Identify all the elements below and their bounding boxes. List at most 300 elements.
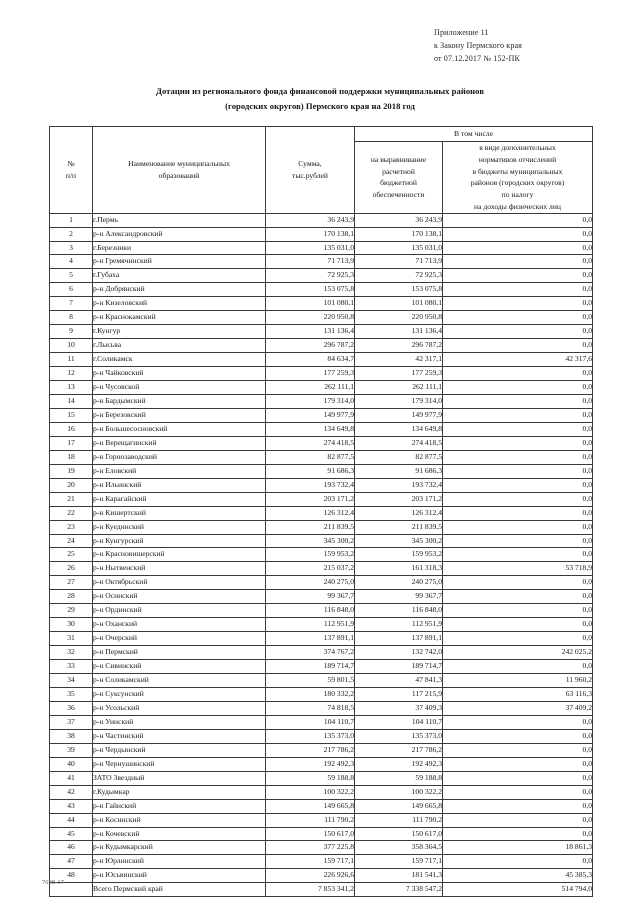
column-header-additional-norms-text: в виде дополнительных нормативов отчислений в бюджеты муниципальных районов (городских округов) по налогу на доходы физических лиц <box>470 143 565 211</box>
cell-municipality-name: р-н Нытвенский <box>93 562 266 576</box>
cell-equalization: 131 136,4 <box>355 325 443 339</box>
cell-equalization: 358 364,5 <box>355 841 443 855</box>
table-row <box>50 869 593 883</box>
cell-number: 9 <box>50 325 93 339</box>
table-row <box>50 255 593 269</box>
cell-municipality-name: р-н Красновишерский <box>93 548 266 562</box>
cell-equalization: 135 031,0 <box>355 241 443 255</box>
column-header-name-line1: Наименование муниципальных <box>128 159 230 169</box>
cell-additional-norms: 242 025,2 <box>443 646 593 660</box>
cell-municipality-name: р-н Октябрьский <box>93 576 266 590</box>
cell-sum: 226 926,6 <box>266 869 355 883</box>
cell-sum: 159 953,2 <box>266 548 355 562</box>
cell-equalization: 135 373,0 <box>355 729 443 743</box>
cell-additional-norms: 0,0 <box>443 799 593 813</box>
cell-municipality-name: р-н Осинский <box>93 590 266 604</box>
cell-additional-norms: 0,0 <box>443 464 593 478</box>
cell-municipality-name: р-н Косинский <box>93 813 266 827</box>
document-reference-block <box>434 26 522 65</box>
cell-equalization: 149 977,9 <box>355 408 443 422</box>
cell-municipality-name: р-н Чернушинский <box>93 757 266 771</box>
cell-additional-norms: 0,0 <box>443 715 593 729</box>
cell-sum: 159 717,1 <box>266 855 355 869</box>
cell-number: 36 <box>50 701 93 715</box>
table-row <box>50 464 593 478</box>
cell-number: 24 <box>50 534 93 548</box>
cell-municipality-name: г.Губаха <box>93 269 266 283</box>
cell-sum: 137 891,1 <box>266 632 355 646</box>
column-header-number-line1: № <box>67 159 75 169</box>
cell-additional-norms: 0,0 <box>443 394 593 408</box>
cell-number: 40 <box>50 757 93 771</box>
cell-number: 8 <box>50 311 93 325</box>
cell-sum: 217 786,2 <box>266 743 355 757</box>
cell-sum: 74 818,5 <box>266 701 355 715</box>
table-row <box>50 311 593 325</box>
cell-equalization: 189 714,7 <box>355 660 443 674</box>
cell-equalization: 192 492,3 <box>355 757 443 771</box>
cell-sum: 149 665,8 <box>266 799 355 813</box>
cell-number: 11 <box>50 353 93 367</box>
cell-sum: 374 767,2 <box>266 646 355 660</box>
cell-municipality-name: р-н Горнозаводский <box>93 450 266 464</box>
cell-number: 1 <box>50 213 93 227</box>
table-row <box>50 855 593 869</box>
cell-number: 6 <box>50 283 93 297</box>
table-row <box>50 422 593 436</box>
cell-sum: 149 977,9 <box>266 408 355 422</box>
cell-equalization: 240 275,0 <box>355 576 443 590</box>
cell-municipality-name: Всего Пермский край <box>93 883 266 897</box>
cell-sum: 220 950,8 <box>266 311 355 325</box>
table-row <box>50 241 593 255</box>
page-title-line2: (городских округов) Пермского края на 2018 год <box>225 100 415 111</box>
column-header-number <box>50 127 93 214</box>
cell-additional-norms: 0,0 <box>443 269 593 283</box>
table-row <box>50 408 593 422</box>
cell-equalization: 149 665,8 <box>355 799 443 813</box>
cell-sum: 170 138,1 <box>266 227 355 241</box>
table-header-row-top <box>50 127 593 142</box>
cell-equalization: 177 259,3 <box>355 367 443 381</box>
cell-sum: 101 080,1 <box>266 297 355 311</box>
table-row <box>50 353 593 367</box>
cell-sum: 240 275,0 <box>266 576 355 590</box>
table-row <box>50 576 593 590</box>
table-row <box>50 339 593 353</box>
table-row <box>50 701 593 715</box>
cell-sum: 192 492,3 <box>266 757 355 771</box>
table-row <box>50 813 593 827</box>
cell-municipality-name: р-н Сивинский <box>93 660 266 674</box>
subsidies-table <box>49 126 593 897</box>
cell-sum: 179 314,0 <box>266 394 355 408</box>
table-row <box>50 492 593 506</box>
appendix-number: Приложение 11 <box>434 28 489 37</box>
cell-sum: 72 925,3 <box>266 269 355 283</box>
cell-equalization: 117 215,9 <box>355 688 443 702</box>
cell-municipality-name: р-н Краснокамский <box>93 311 266 325</box>
cell-equalization: 104 110,7 <box>355 715 443 729</box>
cell-additional-norms: 0,0 <box>443 757 593 771</box>
cell-equalization: 91 686,3 <box>355 464 443 478</box>
cell-sum: 111 790,2 <box>266 813 355 827</box>
cell-additional-norms: 0,0 <box>443 771 593 785</box>
cell-equalization: 203 171,2 <box>355 492 443 506</box>
cell-equalization: 132 742,0 <box>355 646 443 660</box>
cell-equalization: 217 786,2 <box>355 743 443 757</box>
table-row <box>50 478 593 492</box>
cell-number: 12 <box>50 367 93 381</box>
table-row <box>50 785 593 799</box>
cell-municipality-name: г.Кунгур <box>93 325 266 339</box>
cell-equalization: 116 848,0 <box>355 604 443 618</box>
cell-sum: 153 075,8 <box>266 283 355 297</box>
table-row <box>50 297 593 311</box>
table-row <box>50 227 593 241</box>
table-row <box>50 436 593 450</box>
cell-equalization: 345 300,2 <box>355 534 443 548</box>
cell-number: 35 <box>50 688 93 702</box>
law-reference: к Закону Пермского края <box>434 41 522 51</box>
law-date-number: от 07.12.2017 № 152-ПК <box>434 54 520 64</box>
column-header-equalization-text: на выравнивание расчетной бюджетной обеспеченности <box>370 154 427 200</box>
cell-sum: 177 259,3 <box>266 367 355 381</box>
cell-sum: 262 111,1 <box>266 381 355 395</box>
cell-additional-norms: 0,0 <box>443 548 593 562</box>
cell-additional-norms: 63 116,3 <box>443 688 593 702</box>
cell-municipality-name: р-н Кизеловский <box>93 297 266 311</box>
table-head <box>50 127 593 214</box>
table-row <box>50 534 593 548</box>
table-row <box>50 213 593 227</box>
cell-equalization: 274 418,5 <box>355 436 443 450</box>
cell-municipality-name: р-н Чайковский <box>93 367 266 381</box>
cell-municipality-name: р-н Оханский <box>93 618 266 632</box>
cell-number: 17 <box>50 436 93 450</box>
cell-sum: 91 686,3 <box>266 464 355 478</box>
cell-municipality-name: р-н Кишертский <box>93 506 266 520</box>
cell-additional-norms: 18 861,3 <box>443 841 593 855</box>
table-row <box>50 506 593 520</box>
cell-equalization: 134 649,8 <box>355 422 443 436</box>
cell-equalization: 193 732,4 <box>355 478 443 492</box>
table-row <box>50 562 593 576</box>
cell-additional-norms: 0,0 <box>443 618 593 632</box>
cell-additional-norms: 0,0 <box>443 785 593 799</box>
table-row <box>50 548 593 562</box>
cell-sum: 104 110,7 <box>266 715 355 729</box>
cell-municipality-name: р-н Добрянский <box>93 283 266 297</box>
cell-equalization: 137 891,1 <box>355 632 443 646</box>
cell-sum: 84 634,7 <box>266 353 355 367</box>
cell-equalization: 296 787,2 <box>355 339 443 353</box>
table-row <box>50 520 593 534</box>
cell-additional-norms: 0,0 <box>443 660 593 674</box>
cell-municipality-name: р-н Юсьвинский <box>93 869 266 883</box>
cell-sum: 7 853 341,2 <box>266 883 355 897</box>
cell-municipality-name: р-н Чердынский <box>93 743 266 757</box>
cell-additional-norms: 0,0 <box>443 729 593 743</box>
cell-equalization: 7 338 547,2 <box>355 883 443 897</box>
cell-additional-norms: 0,0 <box>443 590 593 604</box>
cell-additional-norms: 0,0 <box>443 520 593 534</box>
column-header-name-line2: образований <box>158 170 200 180</box>
cell-municipality-name: р-н Кудымкарский <box>93 841 266 855</box>
cell-equalization: 59 188,8 <box>355 771 443 785</box>
page-title <box>0 84 640 114</box>
cell-number: 14 <box>50 394 93 408</box>
cell-municipality-name: р-н Карагайский <box>93 492 266 506</box>
cell-sum: 126 312,4 <box>266 506 355 520</box>
cell-municipality-name: р-н Кочевский <box>93 827 266 841</box>
cell-additional-norms: 53 718,9 <box>443 562 593 576</box>
cell-sum: 59 188,8 <box>266 771 355 785</box>
cell-additional-norms: 0,0 <box>443 436 593 450</box>
table-row <box>50 799 593 813</box>
cell-municipality-name: р-н Гайнский <box>93 799 266 813</box>
table-row <box>50 632 593 646</box>
cell-sum: 211 839,5 <box>266 520 355 534</box>
cell-municipality-name: г.Пермь <box>93 213 266 227</box>
cell-number: 29 <box>50 604 93 618</box>
cell-sum: 180 332,2 <box>266 688 355 702</box>
cell-additional-norms: 0,0 <box>443 297 593 311</box>
cell-number: 32 <box>50 646 93 660</box>
cell-additional-norms: 514 794,0 <box>443 883 593 897</box>
table-row <box>50 283 593 297</box>
cell-equalization: 47 841,3 <box>355 674 443 688</box>
cell-additional-norms: 0,0 <box>443 827 593 841</box>
table-row <box>50 590 593 604</box>
table-row <box>50 841 593 855</box>
table-row <box>50 394 593 408</box>
cell-additional-norms: 0,0 <box>443 743 593 757</box>
cell-number: 25 <box>50 548 93 562</box>
cell-number: 23 <box>50 520 93 534</box>
table-total-row <box>50 883 593 897</box>
table-row <box>50 757 593 771</box>
table-row <box>50 743 593 757</box>
cell-sum: 134 649,8 <box>266 422 355 436</box>
cell-municipality-name: р-н Частинский <box>93 729 266 743</box>
cell-number: 30 <box>50 618 93 632</box>
cell-municipality-name: р-н Александровский <box>93 227 266 241</box>
cell-municipality-name: р-н Бардымский <box>93 394 266 408</box>
table-row <box>50 269 593 283</box>
cell-equalization: 179 314,0 <box>355 394 443 408</box>
cell-number: 2 <box>50 227 93 241</box>
cell-equalization: 111 790,2 <box>355 813 443 827</box>
cell-sum: 135 373,0 <box>266 729 355 743</box>
page-title-line1: Дотации из регионального фонда финансовой поддержки муниципальных районов <box>155 86 485 96</box>
cell-municipality-name: р-н Очерский <box>93 632 266 646</box>
cell-additional-norms: 0,0 <box>443 227 593 241</box>
cell-number: 13 <box>50 381 93 395</box>
cell-number: 3 <box>50 241 93 255</box>
cell-equalization: 99 367,7 <box>355 590 443 604</box>
table-row <box>50 325 593 339</box>
cell-number: 19 <box>50 464 93 478</box>
cell-equalization: 262 111,1 <box>355 381 443 395</box>
cell-sum: 116 848,0 <box>266 604 355 618</box>
cell-additional-norms: 0,0 <box>443 855 593 869</box>
cell-number: 41 <box>50 771 93 785</box>
cell-number: 42 <box>50 785 93 799</box>
cell-municipality-name: р-н Еловский <box>93 464 266 478</box>
cell-sum: 189 714,7 <box>266 660 355 674</box>
cell-number: 20 <box>50 478 93 492</box>
cell-additional-norms: 0,0 <box>443 408 593 422</box>
cell-additional-norms: 0,0 <box>443 632 593 646</box>
table-row <box>50 729 593 743</box>
cell-sum: 203 171,2 <box>266 492 355 506</box>
column-header-sum <box>266 127 355 214</box>
cell-number: 15 <box>50 408 93 422</box>
table-row <box>50 381 593 395</box>
table-row <box>50 688 593 702</box>
cell-additional-norms: 0,0 <box>443 213 593 227</box>
cell-municipality-name: г.Соликамск <box>93 353 266 367</box>
cell-municipality-name: р-н Усольский <box>93 701 266 715</box>
cell-municipality-name: р-н Большесосновский <box>93 422 266 436</box>
cell-number: 5 <box>50 269 93 283</box>
cell-municipality-name: ЗАТО Звездный <box>93 771 266 785</box>
cell-equalization: 211 839,5 <box>355 520 443 534</box>
cell-number: 22 <box>50 506 93 520</box>
cell-additional-norms: 0,0 <box>443 478 593 492</box>
document-code: 7698-17 <box>42 879 65 886</box>
cell-number: 38 <box>50 729 93 743</box>
table-row <box>50 715 593 729</box>
cell-number: 34 <box>50 674 93 688</box>
cell-equalization: 82 877,5 <box>355 450 443 464</box>
cell-additional-norms: 0,0 <box>443 339 593 353</box>
cell-additional-norms: 11 960,2 <box>443 674 593 688</box>
cell-municipality-name: г.Лысьва <box>93 339 266 353</box>
cell-equalization: 72 925,3 <box>355 269 443 283</box>
column-header-additional-norms <box>443 142 593 214</box>
cell-municipality-name: р-н Верещагинский <box>93 436 266 450</box>
cell-municipality-name: г.Кудымкар <box>93 785 266 799</box>
table-row <box>50 367 593 381</box>
cell-number: 16 <box>50 422 93 436</box>
cell-sum: 99 367,7 <box>266 590 355 604</box>
table-row <box>50 660 593 674</box>
cell-equalization: 36 243,9 <box>355 213 443 227</box>
table-row <box>50 646 593 660</box>
cell-equalization: 42 317,1 <box>355 353 443 367</box>
cell-number: 45 <box>50 827 93 841</box>
cell-sum: 215 037,2 <box>266 562 355 576</box>
column-header-sum-line1: Сумма, <box>298 159 322 169</box>
cell-number: 21 <box>50 492 93 506</box>
cell-sum: 71 713,9 <box>266 255 355 269</box>
cell-additional-norms: 0,0 <box>443 492 593 506</box>
cell-sum: 82 877,5 <box>266 450 355 464</box>
cell-sum: 135 031,0 <box>266 241 355 255</box>
cell-equalization: 150 617,0 <box>355 827 443 841</box>
cell-number: 46 <box>50 841 93 855</box>
cell-municipality-name: г.Березники <box>93 241 266 255</box>
column-header-group-including: В том числе <box>355 127 593 142</box>
cell-additional-norms: 0,0 <box>443 283 593 297</box>
cell-number: 7 <box>50 297 93 311</box>
cell-additional-norms: 0,0 <box>443 367 593 381</box>
cell-equalization: 161 318,3 <box>355 562 443 576</box>
cell-number: 47 <box>50 855 93 869</box>
cell-sum: 296 787,2 <box>266 339 355 353</box>
cell-additional-norms: 45 385,3 <box>443 869 593 883</box>
table-row <box>50 450 593 464</box>
cell-number: 37 <box>50 715 93 729</box>
cell-sum: 131 136,4 <box>266 325 355 339</box>
cell-number: 4 <box>50 255 93 269</box>
column-header-equalization <box>355 142 443 214</box>
cell-additional-norms: 0,0 <box>443 311 593 325</box>
cell-municipality-name: р-н Чусовской <box>93 381 266 395</box>
table-row <box>50 604 593 618</box>
cell-number: 28 <box>50 590 93 604</box>
cell-number: 26 <box>50 562 93 576</box>
cell-additional-norms: 0,0 <box>443 255 593 269</box>
cell-equalization: 153 075,8 <box>355 283 443 297</box>
cell-municipality-name: р-н Березовский <box>93 408 266 422</box>
cell-municipality-name: р-н Куединский <box>93 520 266 534</box>
cell-municipality-name: р-н Юрлинский <box>93 855 266 869</box>
table-row <box>50 827 593 841</box>
cell-municipality-name: р-н Соликамский <box>93 674 266 688</box>
cell-additional-norms: 42 317,6 <box>443 353 593 367</box>
cell-additional-norms: 0,0 <box>443 422 593 436</box>
cell-equalization: 101 080,1 <box>355 297 443 311</box>
cell-equalization: 220 950,8 <box>355 311 443 325</box>
cell-municipality-name: р-н Гремячинский <box>93 255 266 269</box>
subsidies-table-container <box>49 126 592 897</box>
cell-number: 43 <box>50 799 93 813</box>
cell-sum: 100 322,2 <box>266 785 355 799</box>
cell-number: 33 <box>50 660 93 674</box>
cell-municipality-name: р-н Уинский <box>93 715 266 729</box>
cell-number: 44 <box>50 813 93 827</box>
cell-number: 18 <box>50 450 93 464</box>
cell-equalization: 112 951,9 <box>355 618 443 632</box>
cell-number: 10 <box>50 339 93 353</box>
cell-sum: 150 617,0 <box>266 827 355 841</box>
cell-additional-norms: 0,0 <box>443 604 593 618</box>
cell-additional-norms: 0,0 <box>443 534 593 548</box>
cell-sum: 274 418,5 <box>266 436 355 450</box>
cell-number: 31 <box>50 632 93 646</box>
cell-additional-norms: 0,0 <box>443 450 593 464</box>
cell-number: 48 <box>50 869 93 883</box>
cell-sum: 345 300,2 <box>266 534 355 548</box>
cell-equalization: 181 541,3 <box>355 869 443 883</box>
cell-sum: 59 801,5 <box>266 674 355 688</box>
cell-sum: 36 243,9 <box>266 213 355 227</box>
cell-number: 27 <box>50 576 93 590</box>
cell-additional-norms: 0,0 <box>443 506 593 520</box>
column-header-sum-line2: тыс.рублей <box>292 170 328 180</box>
table-row <box>50 771 593 785</box>
cell-municipality-name: р-н Пермский <box>93 646 266 660</box>
cell-additional-norms: 0,0 <box>443 381 593 395</box>
table-row <box>50 618 593 632</box>
column-header-name <box>93 127 266 214</box>
cell-municipality-name: р-н Ординский <box>93 604 266 618</box>
cell-equalization: 100 322,2 <box>355 785 443 799</box>
cell-sum: 112 951,9 <box>266 618 355 632</box>
